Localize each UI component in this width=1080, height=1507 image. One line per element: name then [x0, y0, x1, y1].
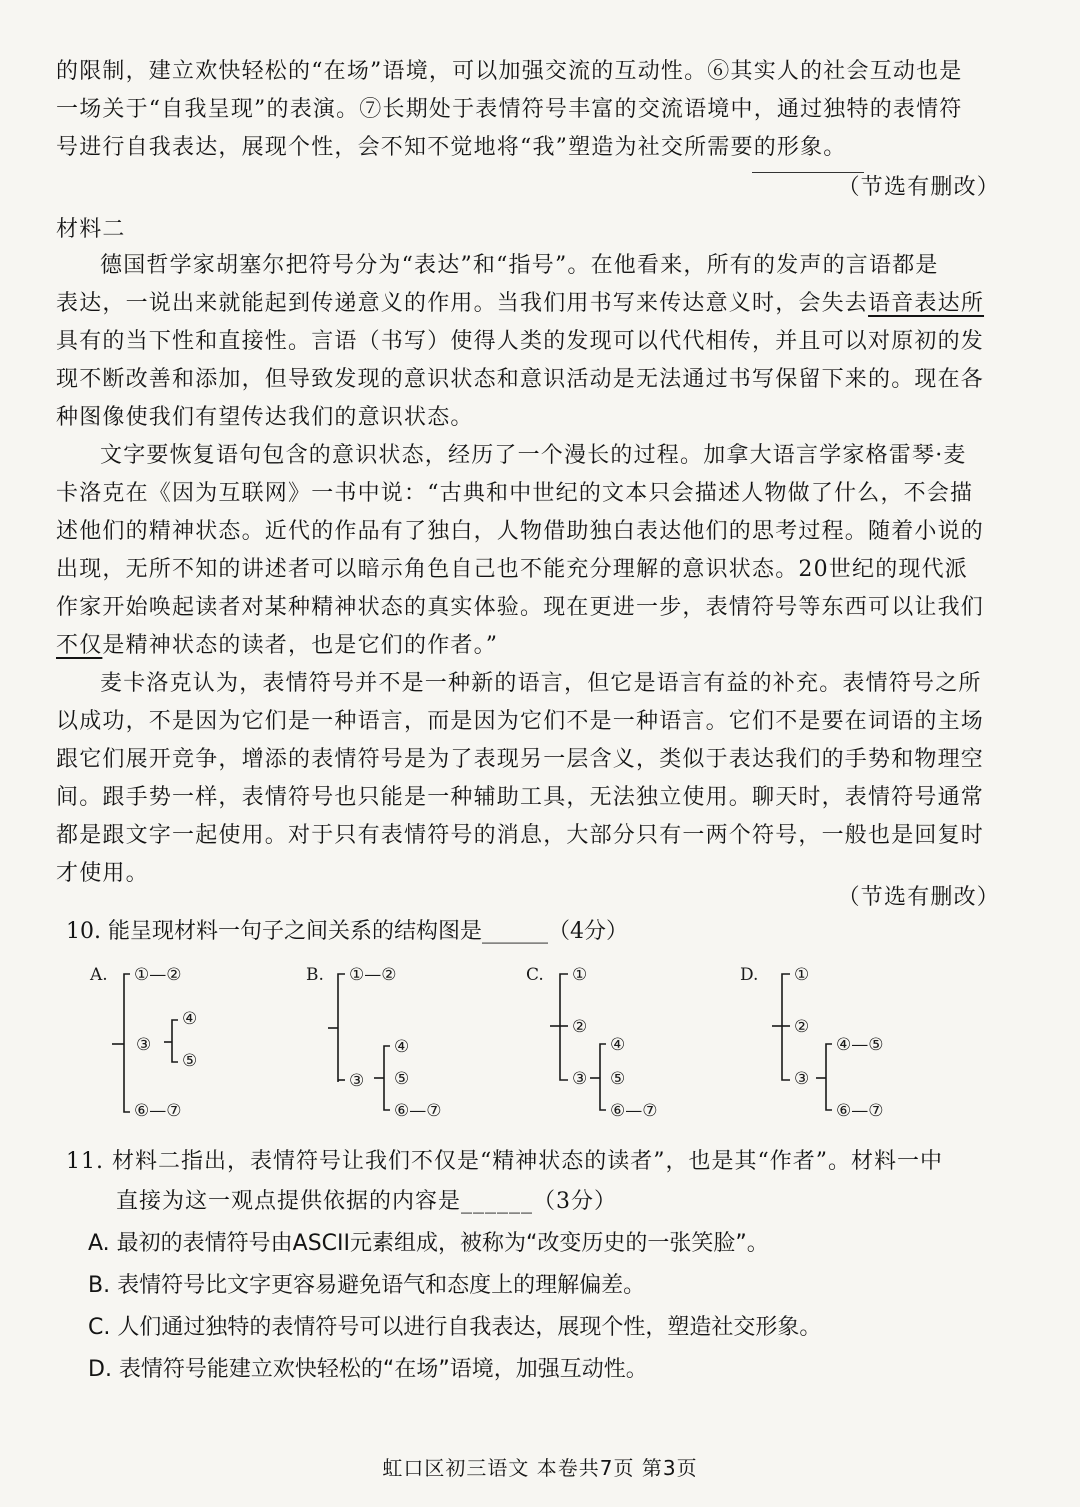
diagram-b-node-6-7: ⑥—⑦: [394, 1101, 442, 1121]
material2-title: 材料二: [56, 217, 126, 242]
diagram-c-label: C.: [526, 965, 544, 985]
question-11-option-b[interactable]: B. 表情符号比文字更容易避免语气和态度上的理解偏差。: [88, 1273, 646, 1298]
material1-line-1: 的限制，建立欢快轻松的“在场”语境，可以加强交流的互动性。⑥其实人的社会互动也是: [56, 59, 963, 84]
question-11-line-1: 11. 材料二指出，表情符号让我们不仅是“精神状态的读者”，也是其“作者”。材料一中: [66, 1149, 943, 1174]
material2-line-14: 跟它们展开竞争，增添的表情符号是为了表现另一层含义，类似于表达我们的手势和物理空: [56, 747, 985, 772]
diagram-c-node-2: ②: [572, 1017, 588, 1037]
material2-line-17: 才使用。: [56, 861, 149, 886]
diagram-c-node-4: ④: [610, 1035, 626, 1055]
diagram-d-node-2: ②: [794, 1017, 810, 1037]
diagram-b-node-4: ④: [394, 1037, 410, 1057]
material1-line-2: 一场关于“自我呈现”的表演。⑦长期处于表情符号丰富的交流语境中，通过独特的表情符: [56, 97, 963, 122]
material2-line-12: 麦卡洛克认为，表情符号并不是一种新的语言，但它是语言有益的补充。表情符号之所: [100, 671, 982, 696]
material2-line-6: 文字要恢复语句包含的意识状态，经历了一个漫长的过程。加拿大语言学家格雷琴·麦: [100, 443, 967, 468]
material2-line-1: 德国哲学家胡塞尔把符号分为“表达”和“指号”。在他看来，所有的发声的言语都是: [100, 253, 939, 278]
underlined-phrase-not-only: 不仅: [56, 633, 103, 658]
diagram-d-label: D.: [740, 965, 759, 985]
source-note-1: （节选有删改）: [837, 175, 1000, 200]
material2-line-7: 卡洛克在《因为互联网》一书中说：“古典和中世纪的文本只会描述人物做了什么，不会描: [56, 481, 974, 506]
diagram-a-node-4: ④: [182, 1009, 198, 1029]
diagram-a-label: A.: [90, 965, 108, 985]
page-footer: 虹口区初三语文 本卷共7页 第3页: [382, 1456, 698, 1480]
diagram-d-node-3: ③: [794, 1069, 810, 1089]
diagram-d-node-6-7: ⑥—⑦: [836, 1101, 884, 1121]
diagram-b-node-1-2: ①—②: [349, 965, 397, 985]
material1-line-3: 号进行自我表达，展现个性，会不知不觉地将“我”塑造为社交所需要的形象。: [56, 135, 847, 160]
diagram-d-node-1: ①: [794, 965, 810, 985]
diagram-c-node-3: ③: [572, 1069, 588, 1089]
question-11-line-2: 直接为这一观点提供依据的内容是______（3分）: [116, 1189, 617, 1214]
material2-line-2-text: 表达，一说出来就能起到传递意义的作用。当我们用书写来传达意义时，会失去: [56, 291, 869, 316]
material2-line-8: 述他们的精神状态。近代的作品有了独白，人物借助独白表达他们的思考过程。随着小说的: [56, 519, 985, 544]
underlined-phrase-speech-expression: 语音表达所: [868, 291, 985, 316]
question-11-option-a[interactable]: A. 最初的表情符号由ASCII元素组成，被称为“改变历史的一张笑脸”。: [88, 1231, 769, 1256]
diagram-c-node-6-7: ⑥—⑦: [610, 1101, 658, 1121]
material2-line-2: [56, 286, 1016, 322]
material2-line-9: 出现，无所不知的讲述者可以暗示角色自己也不能充分理解的意识状态。20世纪的现代派: [56, 557, 968, 582]
source-note-2: （节选有删改）: [837, 885, 1000, 910]
diagram-c-node-5: ⑤: [610, 1069, 626, 1089]
question-11-option-c[interactable]: C. 人们通过独特的表情符号可以进行自我表达，展现个性，塑造社交形象。: [88, 1315, 822, 1340]
question-11-option-d[interactable]: D. 表情符号能建立欢快轻松的“在场”语境，加强互动性。: [88, 1357, 648, 1382]
diagram-b-node-3: ③: [349, 1071, 365, 1091]
diagram-c-node-1: ①: [572, 965, 588, 985]
diagram-d-node-4-5: ④—⑤: [836, 1035, 884, 1055]
material2-line-10: 作家开始唤起读者对某种精神状态的真实体验。现在更进一步，表情符号等东西可以让我们: [56, 595, 985, 620]
diagram-b-node-5: ⑤: [394, 1069, 410, 1089]
diagram-b-label: B.: [306, 965, 324, 985]
material2-line-15: 间。跟手势一样，表情符号也只能是一种辅助工具，无法独立使用。聊天时，表情符号通常: [56, 785, 985, 810]
material2-line-11-text: 是精神状态的读者，也是它们的作者。”: [102, 633, 499, 658]
diagram-a-node-5: ⑤: [182, 1051, 198, 1071]
structure-diagrams: [60, 950, 960, 1130]
diagram-a-node-6-7: ⑥—⑦: [134, 1101, 182, 1121]
material2-line-13: 以成功，不是因为它们是一种语言，而是因为它们不是一种语言。它们不是要在词语的主场: [56, 709, 985, 734]
material2-line-5: 种图像使我们有望传达我们的意识状态。: [56, 405, 474, 430]
material2-line-16: 都是跟文字一起使用。对于只有表情符号的消息，大部分只有一两个符号，一般也是回复时: [56, 823, 985, 848]
question-10: 10. 能呈现材料一句子之间关系的结构图是______（4分）: [66, 919, 628, 944]
material2-line-3: 具有的当下性和直接性。言语（书写）使得人类的发现可以代代相传，并且可以对原初的发: [56, 329, 985, 354]
diagram-a-node-1-2: ①—②: [134, 965, 182, 985]
material2-line-4: 现不断改善和添加，但导致发现的意识状态和意识活动是无法通过书写保留下来的。现在各: [56, 367, 985, 392]
material2-line-11: [56, 628, 1016, 664]
diagram-a-node-3: ③: [136, 1035, 152, 1055]
